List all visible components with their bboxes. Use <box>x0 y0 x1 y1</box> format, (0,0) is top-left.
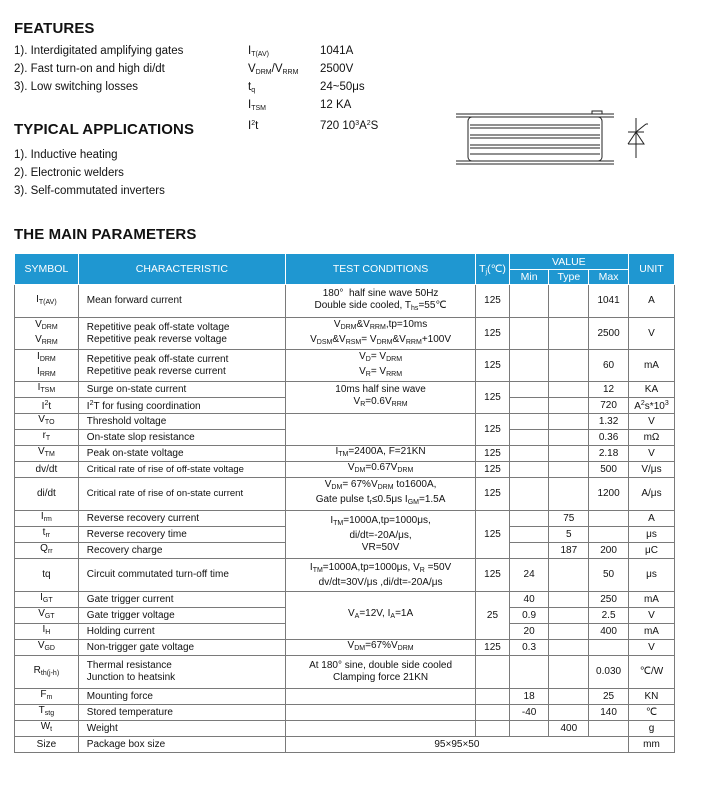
parameters-table <box>14 253 675 753</box>
cell-unit: mΩ <box>628 430 674 446</box>
cell-unit: V <box>628 414 674 430</box>
table-row <box>15 446 675 462</box>
table-row <box>15 640 675 656</box>
cell-test: 180° half sine wave 50Hz Double side cooled, $T_{hs}=55℃$ <box>285 285 475 318</box>
header-max: Max <box>589 270 629 285</box>
cell-tj: 125 <box>476 414 509 446</box>
header-characteristic: CHARACTERISTIC <box>78 254 285 285</box>
cell-characteristic: Holding current <box>78 624 285 640</box>
header-min: Min <box>509 270 549 285</box>
rating-value: 12 KA <box>320 99 352 111</box>
table-row <box>15 462 675 478</box>
table-row <box>15 721 675 737</box>
cell-unit: V/μs <box>628 462 674 478</box>
cell-unit: V <box>628 446 674 462</box>
rating-symbol: $I_{TSM}$ <box>248 99 266 112</box>
cell-unit: V <box>628 318 674 350</box>
cell-tj: 125 <box>476 559 509 592</box>
cell-max: 1200 <box>589 478 629 511</box>
cell-symbol: $F_m$ <box>15 689 79 705</box>
cell-unit: A/μs <box>628 478 674 511</box>
cell-symbol: $I_{GT}$ <box>15 592 79 608</box>
application-item: 1). Inductive heating <box>14 149 118 161</box>
cell-unit: μC <box>628 543 674 559</box>
cell-type: 5 <box>549 527 589 543</box>
main-parameters-title: THE MAIN PARAMETERS <box>14 226 197 243</box>
cell-max: 60 <box>589 350 629 382</box>
rating-symbol: $I_{T(AV)}$ <box>248 45 269 58</box>
cell-symbol: $Q_{rr}$ <box>15 543 79 559</box>
cell-max: 0.030 <box>589 656 629 689</box>
cell-symbol: $I_{TSM}$ <box>15 382 79 398</box>
cell-max: 2.18 <box>589 446 629 462</box>
cell-tj: 125 <box>476 382 509 414</box>
cell-min: 0.3 <box>509 640 549 656</box>
cell-unit: V <box>628 608 674 624</box>
header-value: VALUE <box>509 254 628 270</box>
cell-tj: 125 <box>476 350 509 382</box>
cell-characteristic: Recovery charge <box>78 543 285 559</box>
cell-characteristic: Gate trigger voltage <box>78 608 285 624</box>
cell-tj: 125 <box>476 318 509 350</box>
cell-symbol: $I_{T(AV)}$ <box>15 285 79 318</box>
cell-characteristic: Critical rate of rise of off-state voltage <box>78 462 285 478</box>
applications-title: TYPICAL APPLICATIONS <box>14 121 195 138</box>
cell-tj: 125 <box>476 511 509 559</box>
cell-symbol: $t_{rr}$ <box>15 527 79 543</box>
cell-symbol: $I_{rm}$ <box>15 511 79 527</box>
cell-characteristic: Critical rate of rise of on-state current <box>78 478 285 511</box>
cell-unit: mm <box>628 737 674 753</box>
cell-characteristic: Threshold voltage <box>78 414 285 430</box>
cell-unit: ℃ <box>628 705 674 721</box>
cell-symbol: Size <box>15 737 79 753</box>
cell-unit: mA <box>628 592 674 608</box>
table-row <box>15 559 675 592</box>
cell-characteristic: Non-trigger gate voltage <box>78 640 285 656</box>
cell-characteristic: Mean forward current <box>78 285 285 318</box>
cell-max: 2500 <box>589 318 629 350</box>
cell-max: 140 <box>589 705 629 721</box>
cell-test: 10ms half sine wave $V_R=0.6V_{RRM}$ <box>285 382 475 414</box>
cell-characteristic: Peak on-state voltage <box>78 446 285 462</box>
cell-unit: μs <box>628 559 674 592</box>
cell-tj: 125 <box>476 285 509 318</box>
cell-symbol: $R_{th(j-h)}$ <box>15 656 79 689</box>
cell-unit: mA <box>628 624 674 640</box>
cell-symbol: $V_{GD}$ <box>15 640 79 656</box>
cell-max: 50 <box>589 559 629 592</box>
cell-characteristic: Weight <box>78 721 285 737</box>
cell-tj: 125 <box>476 640 509 656</box>
rating-value: 2500V <box>320 63 354 75</box>
features-list <box>14 42 183 96</box>
cell-test: $V_A=12V$, $I_A=1A$ <box>285 592 475 640</box>
table-row <box>15 285 675 318</box>
cell-tj: 25 <box>476 592 509 640</box>
cell-test: $I_{TM}=2400A$, F=21KN <box>285 446 475 462</box>
thyristor-symbol-icon <box>626 118 650 158</box>
feature-item: 2). Fast turn-on and high di/dt <box>14 63 165 75</box>
table-row <box>15 705 675 721</box>
cell-test: 95×95×50 <box>285 737 628 753</box>
cell-max: 200 <box>589 543 629 559</box>
cell-unit: ℃/W <box>628 656 674 689</box>
cell-min: 18 <box>509 689 549 705</box>
cell-max: 12 <box>589 382 629 398</box>
feature-item: 3). Low switching losses <box>14 81 138 93</box>
header-type: Type <box>549 270 589 285</box>
cell-min: 0.9 <box>509 608 549 624</box>
cell-tj: 125 <box>476 462 509 478</box>
cell-tj: 125 <box>476 478 509 511</box>
cell-max: 1.32 <box>589 414 629 430</box>
applications-list <box>14 146 165 200</box>
table-row <box>15 318 675 350</box>
cell-characteristic: Gate trigger current <box>78 592 285 608</box>
cell-max: 500 <box>589 462 629 478</box>
cell-characteristic: Thermal resistance Junction to heatsink <box>78 656 285 689</box>
header-test-conditions: TEST CONDITIONS <box>285 254 475 285</box>
cell-max: 720 <box>589 398 629 414</box>
cell-symbol: $V_{TO}$ <box>15 414 79 430</box>
cell-characteristic: Reverse recovery time <box>78 527 285 543</box>
cell-tj: 125 <box>476 446 509 462</box>
cell-unit: μs <box>628 527 674 543</box>
cell-characteristic: $I^2T$ for fusing coordination <box>78 398 285 414</box>
cell-unit: V <box>628 640 674 656</box>
cell-characteristic: Stored temperature <box>78 705 285 721</box>
cell-characteristic: Surge on-state current <box>78 382 285 398</box>
cell-characteristic: Mounting force <box>78 689 285 705</box>
cell-symbol: tq <box>15 559 79 592</box>
cell-max: 25 <box>589 689 629 705</box>
table-row <box>15 689 675 705</box>
cell-test: $V_{DM}=67\%V_{DRM}$ <box>285 640 475 656</box>
cell-type: 75 <box>549 511 589 527</box>
cell-symbol: dv/dt <box>15 462 79 478</box>
cell-max: 250 <box>589 592 629 608</box>
table-row <box>15 478 675 511</box>
rating-symbol: $V_{DRM}/V_{RRM}$ <box>248 63 299 76</box>
cell-unit: A <box>628 285 674 318</box>
cell-characteristic: Reverse recovery current <box>78 511 285 527</box>
cell-symbol: $V_{TM}$ <box>15 446 79 462</box>
cell-characteristic: Repetitive peak off-state current Repetitive peak reverse current <box>78 350 285 382</box>
key-ratings <box>248 44 378 134</box>
cell-unit: $A^2s*10^3$ <box>628 398 674 414</box>
cell-characteristic: Circuit commutated turn-off time <box>78 559 285 592</box>
table-row <box>15 350 675 382</box>
rating-value: 720 $10^3A^2S$ <box>320 120 379 132</box>
cell-symbol: $V_{GT}$ <box>15 608 79 624</box>
cell-test: $I_{TM}=1000A,tp=1000\mu s$, $V_R =50V$ dv/dt=30V/μs ,di/dt=-20A/μs <box>285 559 475 592</box>
rating-value: 24~50μs <box>320 81 365 93</box>
cell-max: 2.5 <box>589 608 629 624</box>
cell-min: 24 <box>509 559 549 592</box>
cell-symbol: $I_{DRM}$ $I_{RRM}$ <box>15 350 79 382</box>
feature-item: 1). Interdigitated amplifying gates <box>14 45 184 57</box>
cell-unit: KN <box>628 689 674 705</box>
cell-test: $V_D= V_{DRM}$ $V_R= V_{RRM}$ <box>285 350 475 382</box>
table-row <box>15 592 675 608</box>
table-row <box>15 414 675 430</box>
cell-unit: mA <box>628 350 674 382</box>
table-row <box>15 737 675 753</box>
cell-min: -40 <box>509 705 549 721</box>
header-symbol: SYMBOL <box>15 254 79 285</box>
cell-test: At 180° sine, double side cooled Clamping force 21KN <box>285 656 475 689</box>
cell-symbol: $V_{DRM}$ $V_{RRM}$ <box>15 318 79 350</box>
rating-value: 1041A <box>320 45 354 57</box>
cell-symbol: $r_T$ <box>15 430 79 446</box>
cell-test: $V_{DM}= 67\%V_{DRM}$ to1600A, Gate pulse $t_r\le 0.5\mu s$ $I_{GM}=1.5A$ <box>285 478 475 511</box>
cell-min: 40 <box>509 592 549 608</box>
cell-symbol: $I^2t$ <box>15 398 79 414</box>
cell-min <box>509 285 549 318</box>
cell-type: 400 <box>549 721 589 737</box>
features-title: FEATURES <box>14 20 95 37</box>
cell-type: 187 <box>549 543 589 559</box>
cell-symbol: $T_{stg}$ <box>15 705 79 721</box>
package-outline-drawing <box>456 108 616 170</box>
cell-unit: g <box>628 721 674 737</box>
cell-characteristic: Package box size <box>78 737 285 753</box>
cell-unit: A <box>628 511 674 527</box>
rating-symbol: $I^2t$ <box>248 120 259 132</box>
cell-unit: KA <box>628 382 674 398</box>
table-row <box>15 382 675 398</box>
application-item: 3). Self-commutated inverters <box>14 185 165 197</box>
header-unit: UNIT <box>628 254 674 285</box>
cell-test: $V_{DM}=0.67V_{DRM}$ <box>285 462 475 478</box>
cell-max: 0.36 <box>589 430 629 446</box>
cell-symbol: $W_t$ <box>15 721 79 737</box>
rating-symbol: $t_q$ <box>248 81 256 94</box>
cell-symbol: $I_H$ <box>15 624 79 640</box>
cell-symbol: di/dt <box>15 478 79 511</box>
cell-test: $I_{TM}=1000A,tp=1000\mu s$, di/dt=-20A/μs, VR=50V <box>285 511 475 559</box>
table-row <box>15 511 675 527</box>
cell-max: 400 <box>589 624 629 640</box>
cell-type <box>549 285 589 318</box>
cell-max: 1041 <box>589 285 629 318</box>
header-tj: $T_j(℃)$ <box>476 254 509 285</box>
cell-test: $V_{DRM}\&V_{RRM},tp=10ms$ $V_{DSM}\&V_{RSM}=$ $V_{DRM}\&V_{RRM}+100V$ <box>285 318 475 350</box>
cell-characteristic: Repetitive peak off-state voltage Repetitive peak reverse voltage <box>78 318 285 350</box>
cell-min: 20 <box>509 624 549 640</box>
cell-characteristic: On-state slop resistance <box>78 430 285 446</box>
application-item: 2). Electronic welders <box>14 167 124 179</box>
table-row <box>15 656 675 689</box>
